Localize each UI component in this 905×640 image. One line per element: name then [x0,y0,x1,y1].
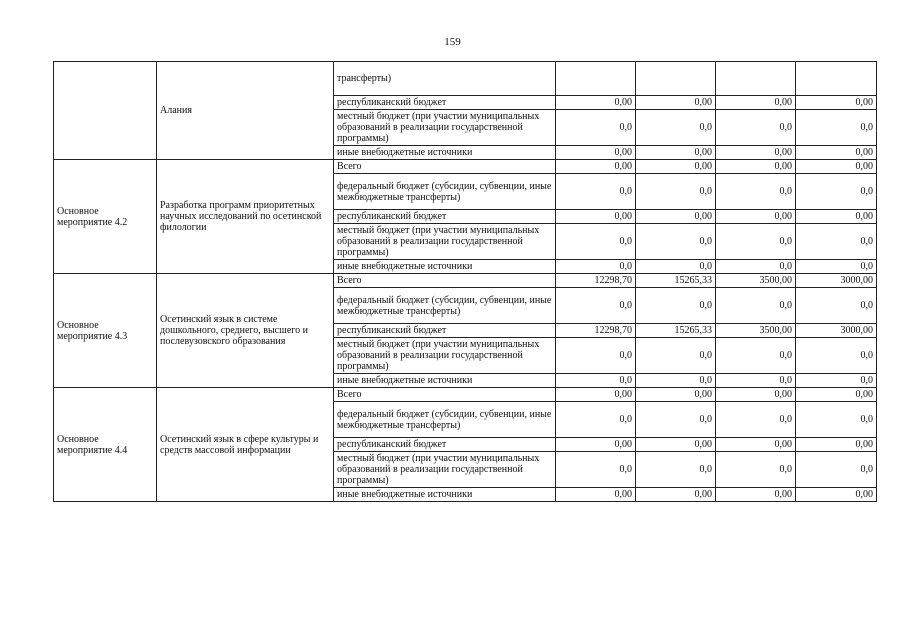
amount-cell: 0,00 [636,438,716,452]
funding-source-cell: местный бюджет (при участии муниципальных образований в реализации государственной программы) [334,224,556,260]
amount-cell: 0,00 [556,160,636,174]
amount-cell: 0,0 [716,174,796,210]
funding-source-cell: республиканский бюджет [334,96,556,110]
amount-cell: 0,00 [636,96,716,110]
amount-cell [556,62,636,96]
amount-cell: 0,0 [796,338,877,374]
amount-cell: 0,00 [556,146,636,160]
amount-cell: 0,00 [796,438,877,452]
funding-source-cell: иные внебюджетные источники [334,146,556,160]
amount-cell: 0,00 [796,488,877,502]
amount-cell: 0,0 [556,260,636,274]
amount-cell: 0,0 [556,374,636,388]
funding-source-cell: иные внебюджетные источники [334,488,556,502]
amount-cell: 0,00 [716,146,796,160]
amount-cell: 0,0 [556,452,636,488]
funding-source-cell: Всего [334,388,556,402]
amount-cell: 0,0 [556,402,636,438]
amount-cell: 0,0 [796,224,877,260]
amount-cell: 0,00 [556,488,636,502]
amount-cell: 0,00 [796,210,877,224]
amount-cell: 0,0 [796,402,877,438]
amount-cell: 0,0 [716,452,796,488]
amount-cell: 12298,70 [556,274,636,288]
program-name-cell: Осетинский язык в сфере культуры и средств массовой информации [157,388,334,502]
program-name-cell: Алания [157,62,334,160]
amount-cell: 0,0 [556,110,636,146]
table-row [54,274,877,288]
event-cell: Основное мероприятие 4.3 [54,274,157,388]
program-name-cell: Разработка программ приоритетных научных исследований по осетинской филологии [157,160,334,274]
funding-source-cell: федеральный бюджет (субсидии, субвенции, иные межбюджетные трансферты) [334,402,556,438]
table-row [54,160,877,174]
amount-cell: 0,0 [796,288,877,324]
budget-table-body [54,62,877,502]
funding-source-cell: трансферты) [334,62,556,96]
amount-cell [716,62,796,96]
amount-cell: 0,0 [716,402,796,438]
amount-cell: 0,0 [556,338,636,374]
amount-cell: 0,0 [716,374,796,388]
amount-cell: 0,00 [716,160,796,174]
funding-source-cell: местный бюджет (при участии муниципальных образований в реализации государственной программы) [334,338,556,374]
event-cell: Основное мероприятие 4.4 [54,388,157,502]
amount-cell: 0,0 [556,174,636,210]
amount-cell: 0,00 [716,210,796,224]
funding-source-cell: иные внебюджетные источники [334,374,556,388]
funding-source-cell: местный бюджет (при участии муниципальных образований в реализации государственной программы) [334,110,556,146]
amount-cell: 3000,00 [796,324,877,338]
amount-cell: 0,0 [556,224,636,260]
amount-cell: 0,0 [796,374,877,388]
amount-cell: 3500,00 [716,274,796,288]
amount-cell: 3500,00 [716,324,796,338]
amount-cell: 0,0 [716,338,796,374]
amount-cell: 0,00 [556,388,636,402]
amount-cell: 0,0 [636,110,716,146]
amount-cell: 0,0 [636,452,716,488]
amount-cell: 0,0 [636,288,716,324]
amount-cell: 0,00 [796,96,877,110]
amount-cell: 0,00 [716,438,796,452]
amount-cell: 0,00 [636,488,716,502]
amount-cell: 0,0 [636,174,716,210]
amount-cell: 0,0 [716,288,796,324]
amount-cell: 0,00 [636,160,716,174]
amount-cell: 0,0 [796,174,877,210]
amount-cell: 0,0 [796,452,877,488]
amount-cell: 0,0 [636,402,716,438]
funding-source-cell: местный бюджет (при участии муниципальных образований в реализации государственной программы) [334,452,556,488]
budget-table [53,61,877,502]
amount-cell: 0,00 [796,388,877,402]
amount-cell: 0,00 [716,96,796,110]
amount-cell: 0,00 [716,388,796,402]
funding-source-cell: федеральный бюджет (субсидии, субвенции, иные межбюджетные трансферты) [334,174,556,210]
funding-source-cell: республиканский бюджет [334,210,556,224]
event-cell: Основное мероприятие 4.2 [54,160,157,274]
amount-cell: 0,0 [716,224,796,260]
amount-cell: 0,00 [716,488,796,502]
amount-cell: 0,0 [796,110,877,146]
funding-source-cell: республиканский бюджет [334,324,556,338]
amount-cell: 0,0 [796,260,877,274]
page-number: 159 [444,36,461,48]
amount-cell: 0,00 [556,438,636,452]
event-cell [54,62,157,160]
amount-cell: 0,00 [556,96,636,110]
amount-cell: 0,0 [636,374,716,388]
amount-cell: 0,0 [636,338,716,374]
amount-cell: 0,00 [636,146,716,160]
amount-cell: 3000,00 [796,274,877,288]
table-row [54,62,877,96]
amount-cell: 0,0 [636,224,716,260]
amount-cell: 0,0 [716,110,796,146]
amount-cell: 15265,33 [636,274,716,288]
amount-cell: 0,00 [636,210,716,224]
amount-cell: 12298,70 [556,324,636,338]
funding-source-cell: федеральный бюджет (субсидии, субвенции, иные межбюджетные трансферты) [334,288,556,324]
funding-source-cell: республиканский бюджет [334,438,556,452]
amount-cell [636,62,716,96]
program-name-cell: Осетинский язык в системе дошкольного, среднего, высшего и послевузовского образования [157,274,334,388]
amount-cell: 15265,33 [636,324,716,338]
table-row [54,388,877,402]
amount-cell: 0,00 [636,388,716,402]
amount-cell: 0,00 [796,160,877,174]
amount-cell: 0,0 [556,288,636,324]
amount-cell [796,62,877,96]
amount-cell: 0,0 [636,260,716,274]
funding-source-cell: Всего [334,160,556,174]
funding-source-cell: иные внебюджетные источники [334,260,556,274]
amount-cell: 0,00 [556,210,636,224]
amount-cell: 0,0 [716,260,796,274]
funding-source-cell: Всего [334,274,556,288]
amount-cell: 0,00 [796,146,877,160]
